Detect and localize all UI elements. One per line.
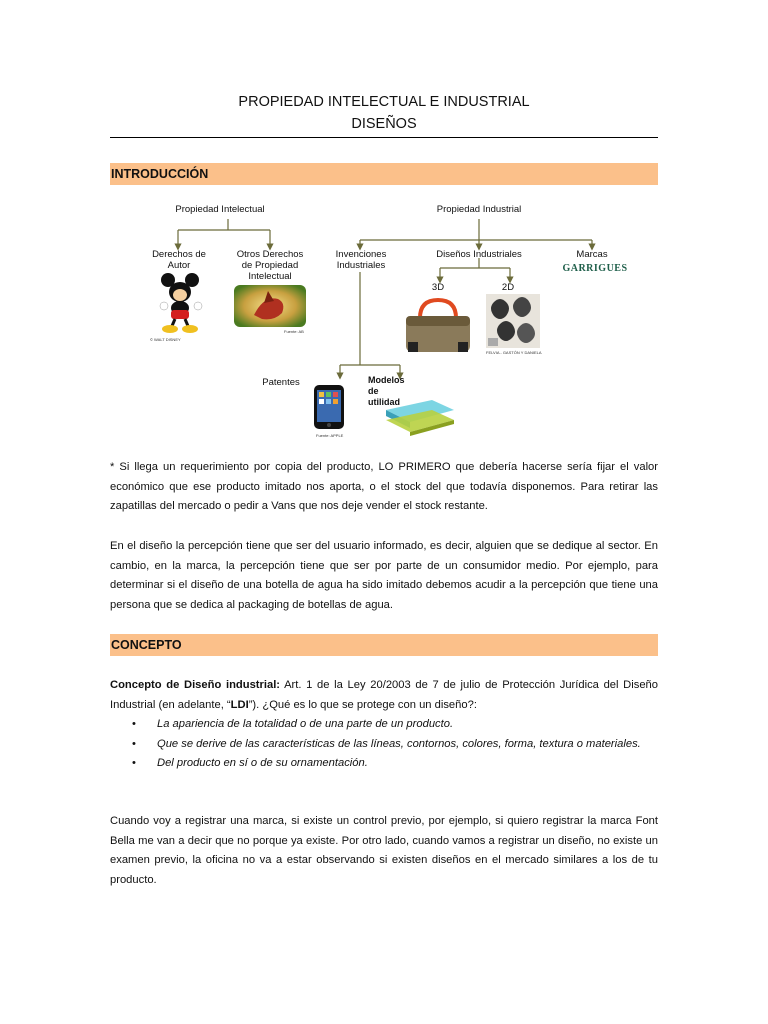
- label-2d: 2D: [501, 282, 515, 293]
- tray-image: [382, 396, 458, 436]
- label-disenos-industriales: Diseños Industriales: [436, 249, 522, 260]
- label-propiedad-industrial: Propiedad Industrial: [436, 204, 522, 215]
- caption-felvia: FELVIA - GASTÓN Y DANIELA: [486, 350, 542, 355]
- label-derechos-autor: Derechos de Autor: [152, 249, 206, 271]
- label-marcas: Marcas: [576, 249, 608, 260]
- concepto-text: Art. 1 de la Ley 20/2003 de 7 de julio de Protección Jurídica del Diseño Industrial (en adelante, “: [110, 679, 658, 711]
- mickey-image: [158, 272, 206, 334]
- label-invenciones: Invenciones Industriales: [335, 249, 387, 271]
- caption-ab: Fuente: AB: [284, 329, 304, 334]
- title-line-2: DISEÑOS: [351, 116, 417, 132]
- wallpaper-image: [486, 294, 540, 348]
- title-divider: [110, 137, 658, 138]
- caption-disney: © WALT DISNEY: [150, 337, 181, 342]
- list-item: • Del producto en sí o de su ornamentación.: [110, 754, 658, 774]
- list-item: • La apariencia de la totalidad o de una parte de un producto.: [110, 715, 658, 735]
- section-heading-introduccion: INTRODUCCIÓN: [110, 163, 658, 185]
- list-item: • Que se derive de las características de las líneas, contornos, colores, forma, textura o materiales.: [110, 735, 658, 755]
- title-line-1: PROPIEDAD INTELECTUAL E INDUSTRIAL: [238, 94, 530, 110]
- concepto-bold-label: Concepto de Diseño industrial:: [110, 679, 281, 691]
- caption-apple: Fuente: APPLE: [316, 433, 344, 438]
- modelos-text: Modelos de utilidad: [368, 375, 405, 407]
- label-propiedad-intelectual: Propiedad Intelectual: [175, 204, 265, 215]
- bag-image: [402, 294, 474, 354]
- concepto-text-end: ”). ¿Qué es lo que se protege con un diseño?:: [248, 698, 477, 711]
- label-patentes: Patentes: [262, 377, 300, 388]
- section-heading-concepto: CONCEPTO: [110, 634, 658, 656]
- artwork-image: [234, 285, 306, 327]
- paragraph-requerimiento: * Si llega un requerimiento por copia del producto, LO PRIMERO que debería hacerse sería fijar el valor económico que ese producto imitado nos aporta, o el stock del que todavía disponemos. Para retirar las zapatillas del mercado o pedir a Vans que nos deje vender el stock restante.: [110, 461, 658, 512]
- ldi-abbrev: LDI: [230, 698, 249, 711]
- ip-diagram: [110, 190, 658, 452]
- paragraph-registro: Cuando voy a registrar una marca, si existe un control previo, por ejemplo, si quiero registrar la marca Font Bella me van a decir que no porque ya existe. Por otro lado, cuando vamos a registrar un diseño, no existe un examen previo, la oficina no va a estar observando si existen diseños en el mercado similares a los de tu producto.: [110, 815, 658, 886]
- design-protection-list: [110, 715, 658, 774]
- document-title: [110, 91, 658, 135]
- paragraph-concepto-diseno: [110, 676, 658, 715]
- phone-image: [312, 384, 346, 430]
- paragraph-percepcion: En el diseño la percepción tiene que ser del usuario informado, es decir, alguien que se dedique al sector. En cambio, en la marca, la percepción tiene que ser por parte de un consumidor medio. Por ejemplo, para determinar si el diseño de una botella de agua ha sido imitado debemos acudir a la percepción que tiene una persona que se dedica al packaging de botellas de agua.: [110, 540, 658, 611]
- label-3d: 3D: [431, 282, 445, 293]
- garrigues-logo: GARRIGUES: [562, 263, 628, 274]
- label-otros-derechos: Otros Derechos de Propiedad Intelectual: [236, 249, 304, 282]
